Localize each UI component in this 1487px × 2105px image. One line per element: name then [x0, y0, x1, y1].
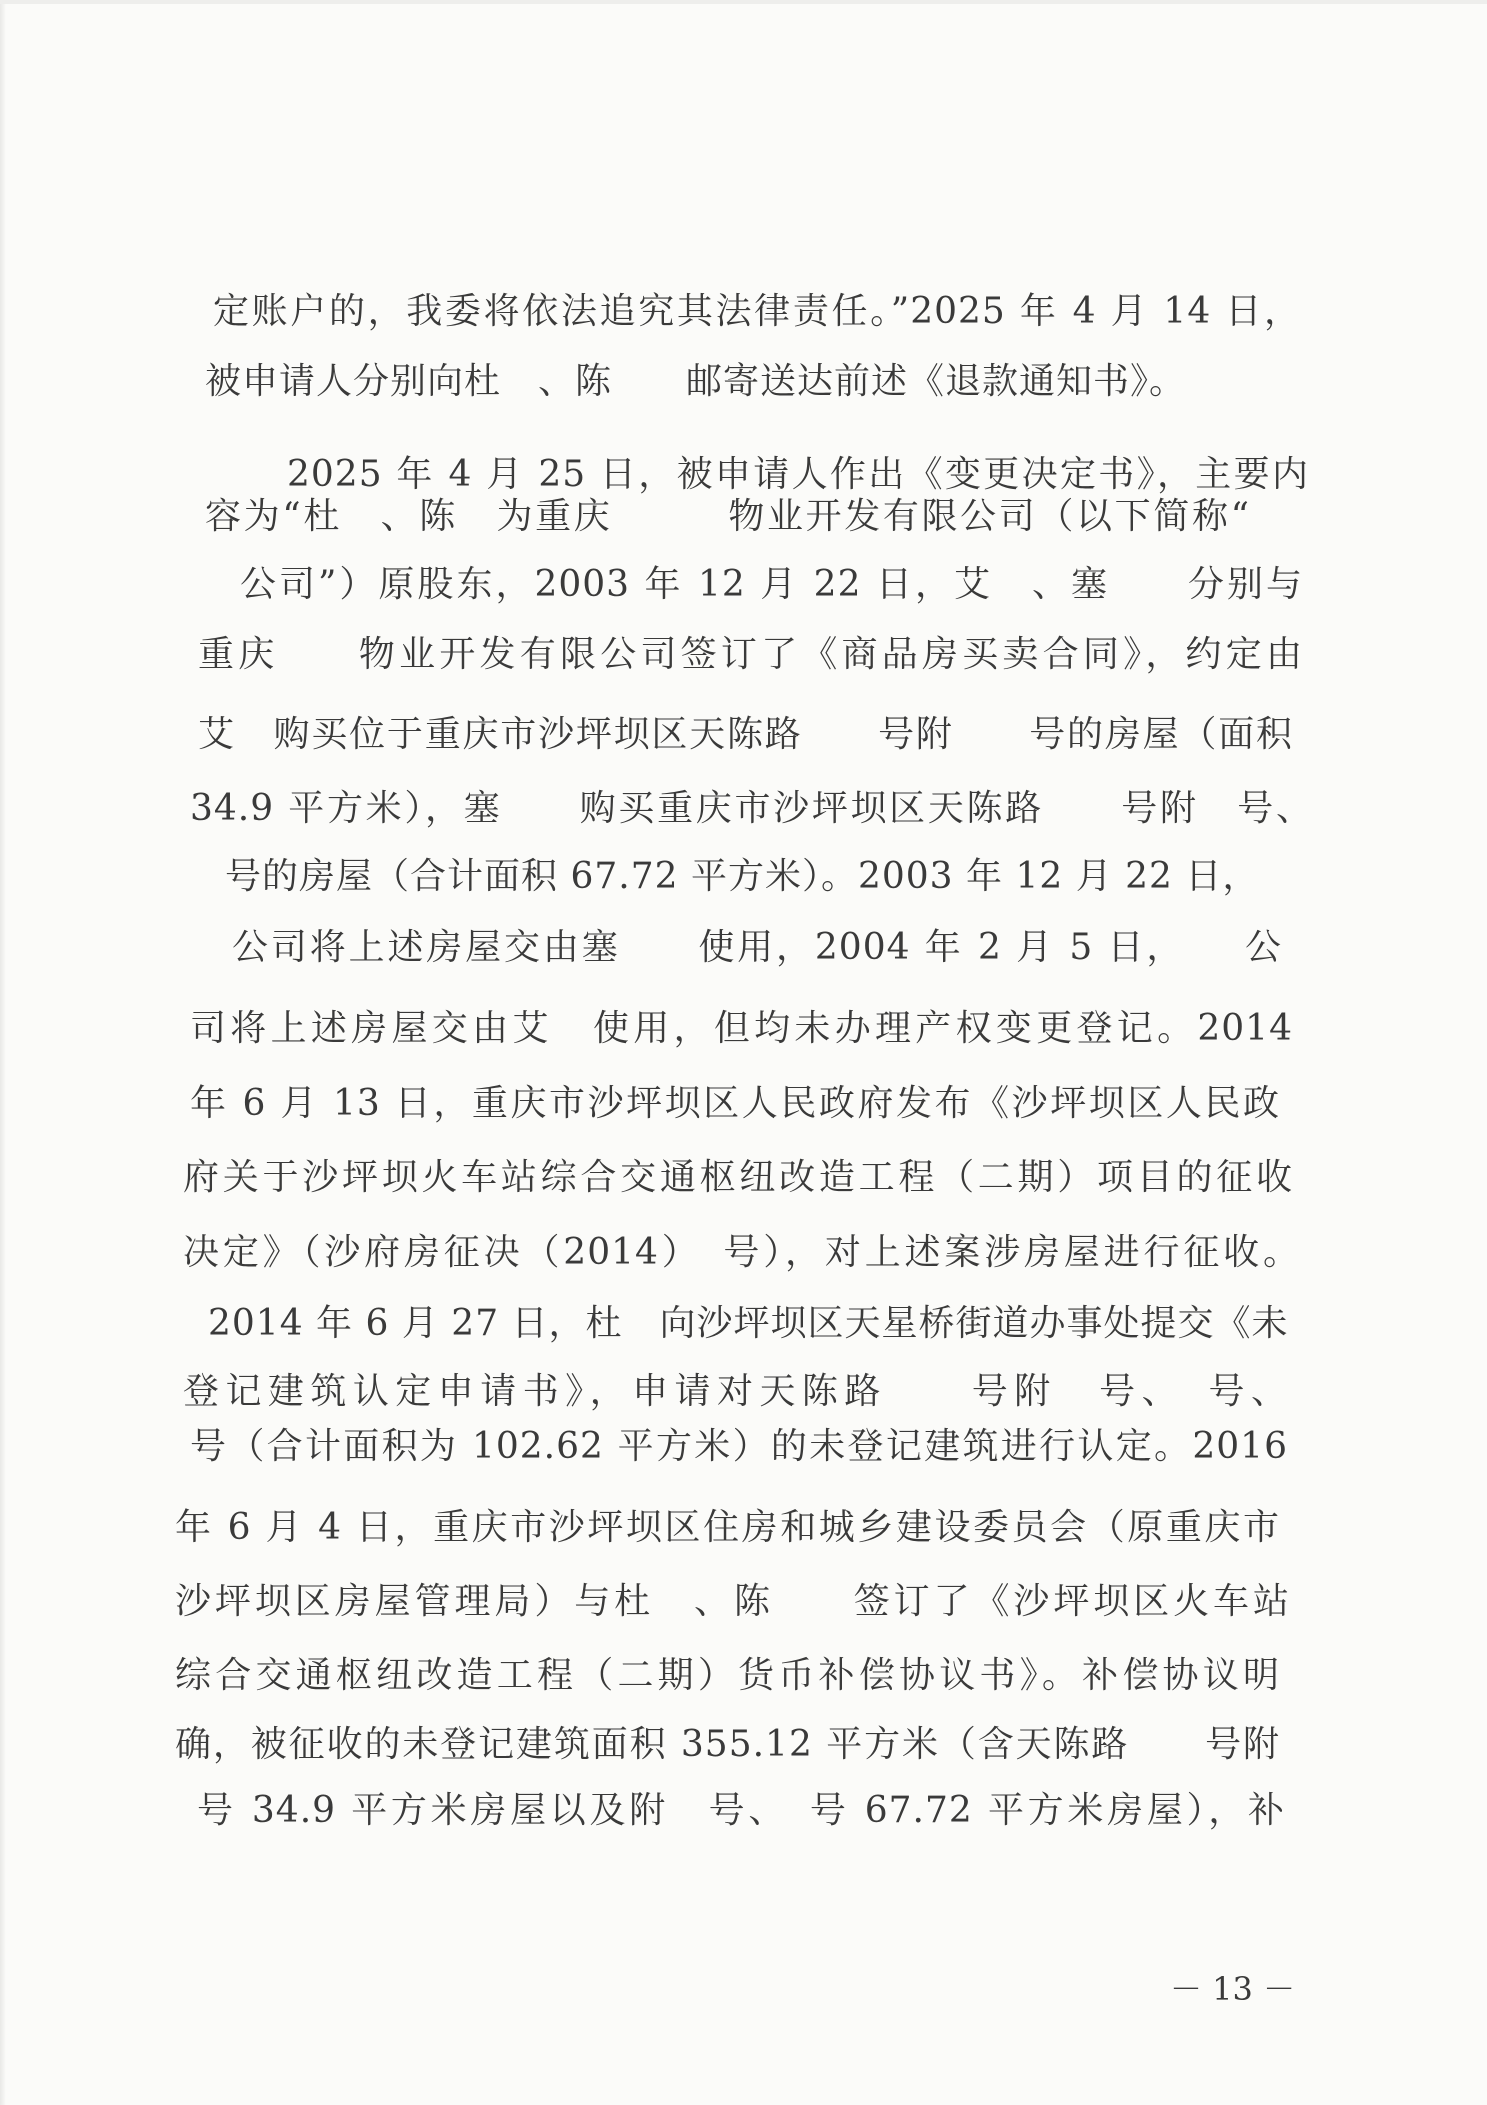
text-line-19: 沙坪坝区房屋管理局）与杜 、陈 签订了《沙坪坝区火车站: [175, 1581, 1290, 1622]
text-line-9: 号的房屋（合计面积 67.72 平方米）。2003 年 12 月 22 日，: [225, 856, 1260, 897]
text-line-22: 号 34.9 平方米房屋以及附 号、 号 67.72 平方米房屋），补: [197, 1790, 1285, 1831]
text-line-1: 定账户的，我委将依法追究其法律责任。”2025 年 4 月 14 日，: [213, 291, 1301, 332]
text-line-20: 综合交通枢纽改造工程（二期）货币补偿协议书》。补偿协议明: [175, 1655, 1280, 1696]
text-line-7: 艾 购买位于重庆市沙坪坝区天陈路 号附 号的房屋（面积: [198, 714, 1293, 755]
text-line-21: 确，被征收的未登记建筑面积 355.12 平方米（含天陈路 号附: [175, 1724, 1280, 1765]
text-line-10: 公司将上述房屋交由塞 使用，2004 年 2 月 5 日， 公: [232, 927, 1282, 968]
text-line-13: 府关于沙坪坝火车站综合交通枢纽改造工程（二期）项目的征收: [183, 1157, 1293, 1198]
scan-edge: [0, 0, 6, 2105]
text-line-11: 司将上述房屋交由艾 使用，但均未办理产权变更登记。2014: [190, 1008, 1293, 1049]
text-line-2: 被申请人分别向杜 、陈 邮寄送达前述《退款通知书》。: [205, 361, 1187, 402]
text-line-12: 年 6 月 13 日，重庆市沙坪坝区人民政府发布《沙坪坝区人民政: [190, 1083, 1280, 1124]
text-line-6: 重庆 物业开发有限公司签订了《商品房买卖合同》，约定由: [198, 634, 1303, 675]
text-line-17: 号（合计面积为 102.62 平方米）的未登记建筑进行认定。2016: [190, 1426, 1288, 1467]
text-line-16: 登记建筑认定申请书》，申请对天陈路 号附 号、 号、: [183, 1371, 1288, 1412]
scan-edge-top: [0, 0, 1487, 4]
text-line-3: 2025 年 4 月 25 日，被申请人作出《变更决定书》，主要内: [287, 454, 1309, 495]
page-number: － 13 －: [1170, 1970, 1296, 2008]
text-line-4: 容为“杜 、陈 为重庆 物业开发有限公司（以下简称“: [205, 496, 1287, 537]
text-line-18: 年 6 月 4 日，重庆市沙坪坝区住房和城乡建设委员会（原重庆市: [175, 1507, 1280, 1548]
text-line-8: 34.9 平方米），塞 购买重庆市沙坪坝区天陈路 号附 号、: [190, 788, 1313, 829]
text-line-5: 公司”）原股东，2003 年 12 月 22 日，艾 、塞 分别与: [240, 564, 1303, 605]
text-line-15: 2014 年 6 月 27 日，杜 向沙坪坝区天星桥街道办事处提交《未: [208, 1303, 1289, 1344]
text-line-14: 决定》（沙府房征决（2014） 号），对上述案涉房屋进行征收。: [183, 1232, 1300, 1273]
